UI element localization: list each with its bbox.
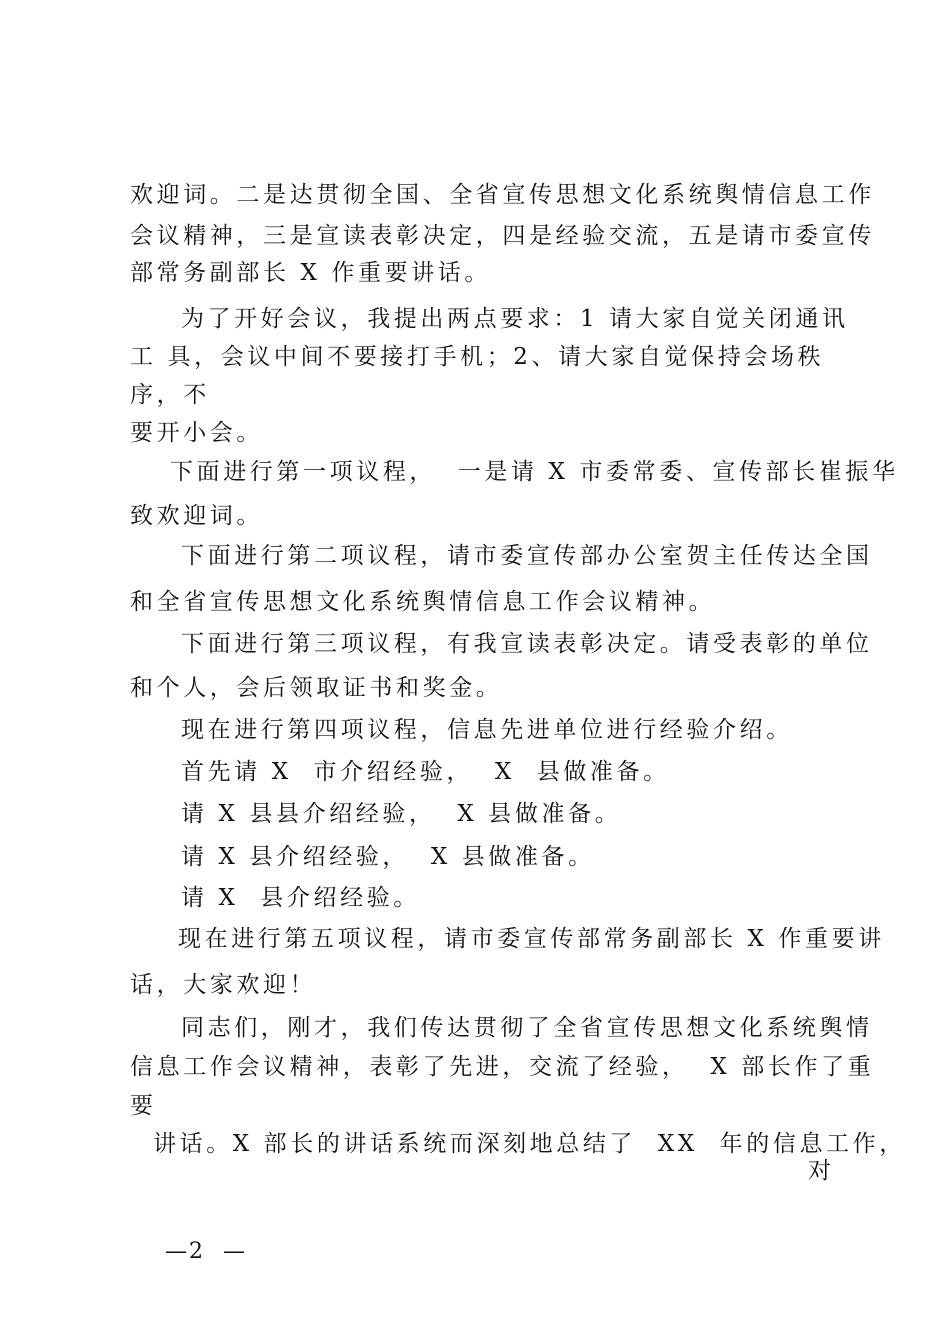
text-line: 下面进行第三项议程，有我宣读表彰决定。请受表彰的单位 bbox=[181, 631, 873, 657]
text-line: 首先请 X 市介绍经验， X 县做准备。 bbox=[181, 759, 670, 785]
text-line: 信息工作会议精神，表彰了先进，交流了经验， X 部长作了重 bbox=[130, 1054, 875, 1080]
text-line: 和全省宣传思想文化系统舆情信息工作会议精神。 bbox=[130, 589, 716, 615]
text-line: 序，不 bbox=[130, 382, 210, 408]
text-line: 请 X 县县介绍经验， X 县做准备。 bbox=[181, 801, 622, 827]
text-line: 现在进行第五项议程，请市委宣传部常务副部长 X 作重要讲 bbox=[178, 926, 885, 952]
text-line: 对 bbox=[808, 1158, 835, 1184]
text-line: 致欢迎词。 bbox=[130, 503, 263, 529]
text-line: 讲话。X 部长的讲话系统而深刻地总结了 XX 年的信息工作， bbox=[153, 1131, 906, 1157]
text-line: 和个人，会后领取证书和奖金。 bbox=[130, 675, 503, 701]
text-line: 话，大家欢迎！ bbox=[130, 972, 317, 998]
text-line: 部常务副部长 X 作重要讲话。 bbox=[130, 260, 491, 286]
text-line: 下面进行第二项议程，请市委宣传部办公室贺主任传达全国 bbox=[181, 543, 873, 569]
text-line: 请 X 县介绍经验。 bbox=[181, 885, 420, 911]
text-line: 现在进行第四项议程，信息先进单位进行经验介绍。 bbox=[181, 717, 793, 743]
text-line: 欢迎词。二是达贯彻全国、全省宣传思想文化系统舆情信息工作 bbox=[130, 182, 875, 208]
text-line: 要 bbox=[130, 1093, 157, 1119]
text-line: 下面进行第一项议程， 一是请 X 市委常委、宣传部长崔振华 bbox=[170, 459, 899, 485]
text-line: 为了开好会议，我提出两点要求：1 请大家自觉关闭通讯 bbox=[181, 306, 849, 332]
text-line: 同志们，刚才，我们传达贯彻了全省宣传思想文化系统舆情 bbox=[181, 1015, 873, 1041]
page-number: —2 — bbox=[165, 1239, 247, 1264]
text-line: 请 X 县介绍经验， X 县做准备。 bbox=[181, 844, 595, 870]
text-line: 工 具，会议中间不要接打手机；2、请大家自觉保持会场秩 bbox=[130, 344, 825, 370]
text-line: 要开小会。 bbox=[130, 420, 263, 446]
text-line: 会议精神，三是宣读表彰决定，四是经验交流，五是请市委宣传 bbox=[130, 223, 875, 249]
